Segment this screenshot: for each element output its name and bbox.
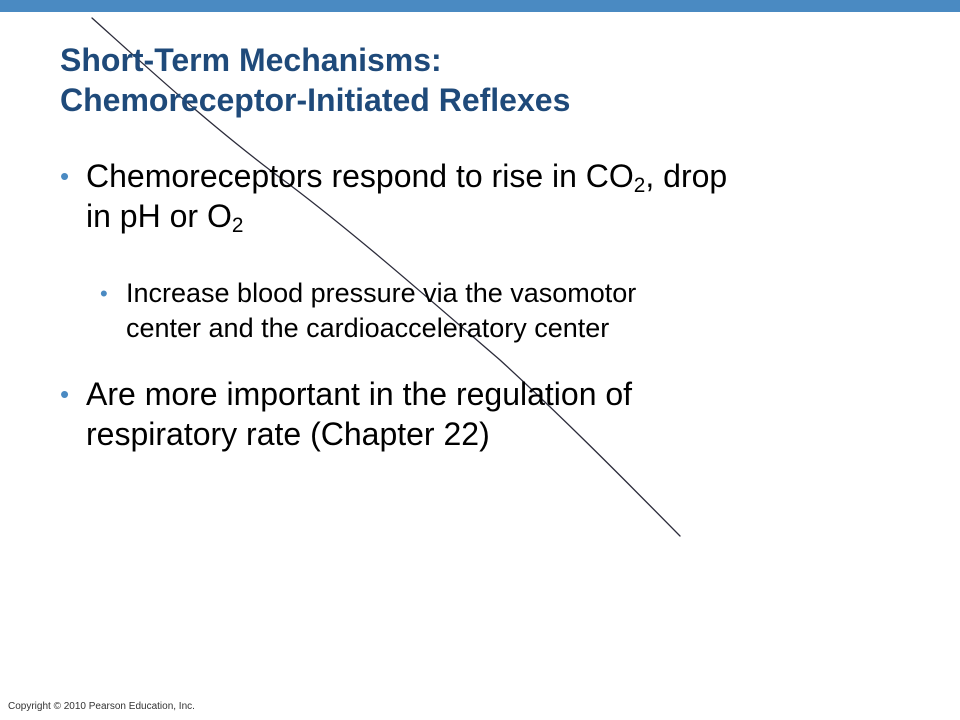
- sub-bullet-increase-pressure: [100, 276, 880, 346]
- bullet-1-line-1: Chemoreceptors respond to rise in $CO_2$, drop: [86, 158, 728, 198]
- co2-subscript: 2: [633, 174, 646, 198]
- slide-title: [60, 40, 920, 120]
- bullet-3-line-2: respiratory rate (Chapter 22): [86, 416, 490, 452]
- title-line-1: Short-Term Mechanisms:: [60, 42, 442, 78]
- bullet-1-line-2: in pH or $O_2$: [86, 198, 244, 238]
- bullet-dot-icon: •: [60, 161, 70, 191]
- bullet-respiratory: [60, 374, 880, 454]
- sub-bullet-line-2: center and the cardioacceleratory center: [126, 313, 610, 343]
- bullet-list: [60, 156, 880, 454]
- bullet-chemoreceptors: [60, 156, 880, 236]
- sub-bullet-line-1: Increase blood pressure via the vasomotor: [126, 278, 637, 308]
- top-accent-bar: [0, 0, 960, 12]
- o2-subscript: 2: [231, 214, 244, 238]
- bullet-dot-icon: •: [60, 379, 70, 409]
- sub-bullet-dot-icon: •: [100, 281, 108, 306]
- title-line-2: Chemoreceptor-Initiated Reflexes: [60, 82, 571, 118]
- copyright-notice: Copyright © 2010 Pearson Education, Inc.: [8, 701, 195, 712]
- bullet-3-line-1: Are more important in the regulation of: [86, 376, 633, 412]
